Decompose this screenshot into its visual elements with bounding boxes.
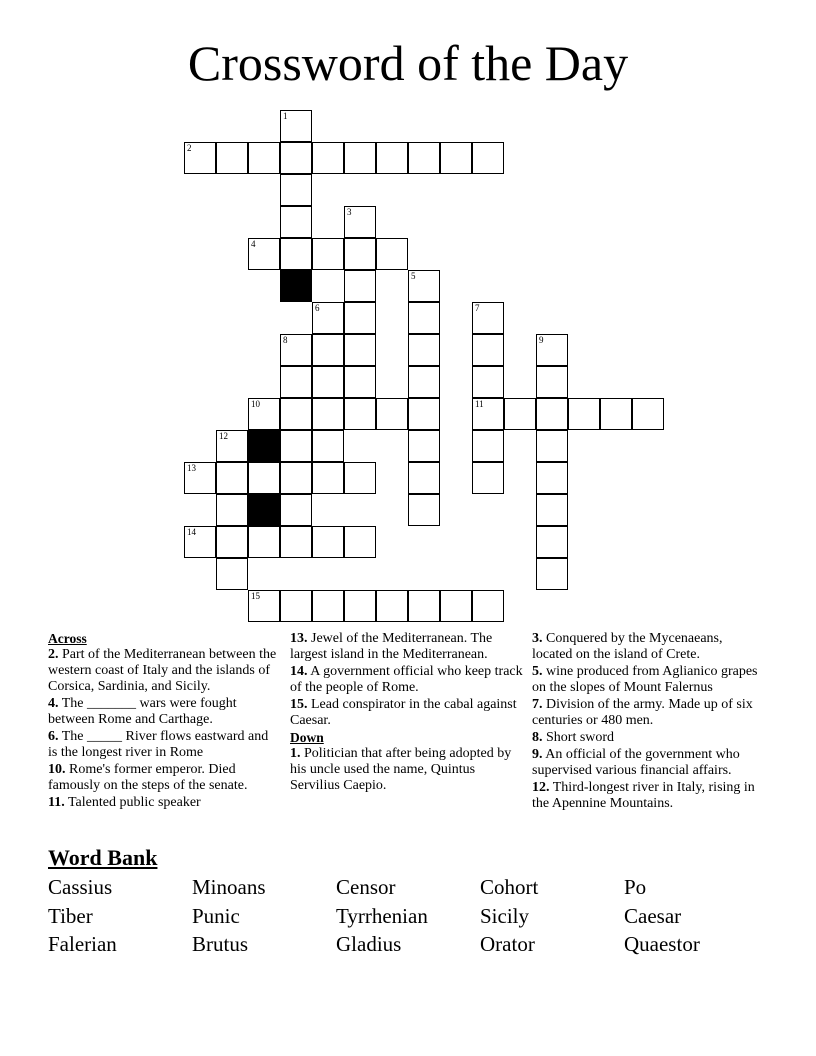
crossword-cell[interactable] — [312, 462, 344, 494]
clue-number: 3 — [347, 207, 352, 217]
crossword-cell[interactable] — [216, 558, 248, 590]
crossword-cell[interactable] — [600, 398, 632, 430]
clue-item — [48, 762, 280, 794]
crossword-cell[interactable] — [408, 494, 440, 526]
crossword-cell[interactable] — [472, 430, 504, 462]
crossword-cell[interactable] — [472, 462, 504, 494]
clue-item — [532, 730, 762, 746]
crossword-cell[interactable] — [280, 110, 312, 142]
clue-number: 9 — [539, 335, 544, 345]
crossword-cell[interactable] — [472, 590, 504, 622]
crossword-cell[interactable] — [344, 590, 376, 622]
crossword-cell[interactable] — [280, 398, 312, 430]
clue-number: 15. — [290, 697, 308, 712]
crossword-cell[interactable] — [408, 366, 440, 398]
clue-text: wine produced from Aglianico grapes on the slopes of Mount Falernus — [532, 664, 758, 695]
crossword-cell[interactable] — [216, 430, 248, 462]
crossword-cell[interactable] — [344, 398, 376, 430]
word-bank-word: Caesar — [624, 904, 682, 928]
crossword-cell[interactable] — [312, 366, 344, 398]
crossword-cell[interactable] — [472, 398, 504, 430]
clue-item — [290, 631, 526, 663]
clue-number: 7. — [532, 697, 543, 712]
crossword-black-cell — [248, 430, 280, 462]
crossword-cell[interactable] — [536, 334, 568, 366]
crossword-cell[interactable] — [408, 462, 440, 494]
crossword-cell[interactable] — [248, 590, 280, 622]
clue-text: Conquered by the Mycenaeans, located on the island of Crete. — [532, 631, 723, 662]
word-bank-word: Punic — [192, 904, 240, 928]
clue-number: 5. — [532, 664, 543, 679]
crossword-cell[interactable] — [280, 238, 312, 270]
clue-text: Politician that after being adopted by his uncle used the name, Quintus Servilius Caepio. — [290, 746, 512, 793]
crossword-cell[interactable] — [344, 270, 376, 302]
crossword-black-cell — [280, 270, 312, 302]
clue-number: 6. — [48, 729, 59, 744]
crossword-cell[interactable] — [344, 462, 376, 494]
crossword-cell[interactable] — [216, 494, 248, 526]
crossword-cell[interactable] — [504, 398, 536, 430]
clue-number: 1. — [290, 746, 301, 761]
clue-text: Lead conspirator in the cabal against Caesar. — [290, 697, 517, 728]
clues-column-3 — [532, 631, 762, 813]
crossword-cell[interactable] — [440, 590, 472, 622]
clue-text: Part of the Mediterranean between the western coast of Italy and the islands of Corsica, Sardinia, and Sicily. — [48, 647, 277, 694]
clue-number: 10 — [251, 399, 260, 409]
crossword-cell[interactable] — [216, 142, 248, 174]
clue-number: 15 — [251, 591, 260, 601]
clue-number: 11. — [48, 795, 65, 810]
crossword-cell[interactable] — [280, 590, 312, 622]
word-bank-word: Gladius — [336, 932, 402, 956]
word-bank-word: Quaestor — [624, 932, 700, 956]
word-bank-word: Brutus — [192, 932, 249, 956]
word-bank-word: Po — [624, 875, 647, 899]
word-bank-word: Censor — [336, 875, 396, 899]
crossword-cell[interactable] — [312, 302, 344, 334]
crossword-cell[interactable] — [312, 238, 344, 270]
crossword-cell[interactable] — [248, 142, 280, 174]
clue-item — [532, 664, 762, 696]
crossword-cell[interactable] — [312, 590, 344, 622]
clue-number: 4. — [48, 696, 59, 711]
crossword-cell[interactable] — [248, 398, 280, 430]
clue-text: A government official who keep track of the people of Rome. — [290, 664, 523, 695]
clue-number: 6 — [315, 303, 320, 313]
word-bank-word: Tyrrhenian — [336, 904, 428, 928]
crossword-cell[interactable] — [376, 238, 408, 270]
clue-item — [290, 697, 526, 729]
clue-text: Third-longest river in Italy, rising in the Apennine Mountains. — [532, 780, 755, 811]
crossword-cell[interactable] — [408, 590, 440, 622]
clue-number: 1 — [283, 111, 288, 121]
clue-item — [48, 647, 280, 695]
word-bank-word: Tiber — [48, 904, 93, 928]
crossword-cell[interactable] — [280, 334, 312, 366]
crossword-cell[interactable] — [536, 558, 568, 590]
clue-number: 14 — [187, 527, 196, 537]
clue-number: 10. — [48, 762, 66, 777]
clue-text: The _______ wars were fought between Rome and Carthage. — [48, 696, 237, 727]
clue-number: 4 — [251, 239, 256, 249]
clue-item — [532, 631, 762, 663]
crossword-cell[interactable] — [344, 206, 376, 238]
crossword-cell[interactable] — [536, 462, 568, 494]
crossword-cell[interactable] — [344, 366, 376, 398]
crossword-cell[interactable] — [536, 430, 568, 462]
clue-number: 12. — [532, 780, 550, 795]
clue-number: 12 — [219, 431, 228, 441]
word-bank-word: Cohort — [480, 875, 539, 899]
crossword-cell[interactable] — [376, 142, 408, 174]
crossword-cell[interactable] — [536, 398, 568, 430]
clue-number: 7 — [475, 303, 480, 313]
crossword-cell[interactable] — [312, 526, 344, 558]
crossword-cell[interactable] — [472, 142, 504, 174]
clue-text: An official of the government who supervised various financial affairs. — [532, 747, 740, 778]
crossword-cell[interactable] — [376, 398, 408, 430]
crossword-cell[interactable] — [280, 494, 312, 526]
crossword-cell[interactable] — [632, 398, 664, 430]
crossword-cell[interactable] — [408, 270, 440, 302]
crossword-cell[interactable] — [472, 302, 504, 334]
page-title: Crossword of the Day — [187, 35, 629, 91]
crossword-cell[interactable] — [280, 430, 312, 462]
crossword-cell[interactable] — [312, 430, 344, 462]
clue-text: Talented public speaker — [64, 795, 201, 810]
clue-number: 2 — [187, 143, 192, 153]
crossword-cell[interactable] — [408, 334, 440, 366]
crossword-cell[interactable] — [440, 142, 472, 174]
down-heading: Down — [290, 730, 324, 745]
word-bank-word: Falerian — [48, 932, 117, 956]
clue-number: 14. — [290, 664, 308, 679]
crossword-cell[interactable] — [184, 526, 216, 558]
clue-item — [48, 795, 280, 811]
crossword-cell[interactable] — [280, 462, 312, 494]
across-heading: Across — [48, 631, 87, 646]
clue-number: 8 — [283, 335, 288, 345]
clue-number: 2. — [48, 647, 59, 662]
crossword-cell[interactable] — [248, 526, 280, 558]
crossword-cell[interactable] — [408, 302, 440, 334]
clues-column-1 — [48, 631, 280, 812]
crossword-cell[interactable] — [408, 430, 440, 462]
clue-text: Rome's former emperor. Died famously on the steps of the senate. — [48, 762, 248, 793]
clue-number: 13 — [187, 463, 196, 473]
word-bank-word: Orator — [480, 932, 535, 956]
crossword-cell[interactable] — [280, 142, 312, 174]
crossword-cell[interactable] — [216, 526, 248, 558]
crossword-cell[interactable] — [312, 334, 344, 366]
crossword-cell[interactable] — [344, 238, 376, 270]
crossword-cell[interactable] — [184, 462, 216, 494]
crossword-cell[interactable] — [312, 398, 344, 430]
crossword-cell[interactable] — [312, 142, 344, 174]
clue-text: Short sword — [542, 730, 615, 745]
crossword-cell[interactable] — [344, 526, 376, 558]
word-bank-title: Word Bank — [48, 845, 158, 870]
crossword-cell[interactable] — [280, 206, 312, 238]
crossword-black-cell — [248, 494, 280, 526]
word-bank-word: Minoans — [192, 875, 266, 899]
clue-number: 11 — [475, 399, 484, 409]
crossword-cell[interactable] — [280, 366, 312, 398]
crossword-cell[interactable] — [472, 366, 504, 398]
crossword-cell[interactable] — [184, 142, 216, 174]
clue-item — [290, 664, 526, 696]
clue-item — [48, 696, 280, 728]
clue-number: 5 — [411, 271, 416, 281]
clue-text: Jewel of the Mediterranean. The largest island in the Mediterranean. — [290, 631, 493, 662]
crossword-cell[interactable] — [344, 302, 376, 334]
clue-number: 3. — [532, 631, 543, 646]
clue-item — [532, 780, 762, 812]
clue-text: Division of the army. Made up of six centuries or 480 men. — [532, 697, 753, 728]
clue-item — [532, 697, 762, 729]
clue-item — [48, 729, 280, 761]
clue-item — [532, 747, 762, 779]
crossword-cell[interactable] — [248, 462, 280, 494]
clue-text: The _____ River flows eastward and is the longest river in Rome — [48, 729, 269, 760]
clue-item — [290, 746, 526, 794]
crossword-cell[interactable] — [216, 462, 248, 494]
crossword-cell[interactable] — [248, 238, 280, 270]
crossword-cell[interactable] — [344, 334, 376, 366]
crossword-cell[interactable] — [408, 398, 440, 430]
word-bank-word: Cassius — [48, 875, 113, 899]
crossword-cell[interactable] — [280, 526, 312, 558]
crossword-cell[interactable] — [280, 174, 312, 206]
crossword-cell[interactable] — [536, 494, 568, 526]
clue-number: 13. — [290, 631, 308, 646]
word-bank-word: Sicily — [480, 904, 530, 928]
clue-number: 8. — [532, 730, 543, 745]
crossword-cell[interactable] — [568, 398, 600, 430]
crossword-cell[interactable] — [376, 590, 408, 622]
crossword-cell[interactable] — [408, 142, 440, 174]
crossword-cell[interactable] — [536, 526, 568, 558]
crossword-cell[interactable] — [472, 334, 504, 366]
crossword-cell[interactable] — [536, 366, 568, 398]
clues-column-2 — [290, 631, 526, 795]
crossword-cell[interactable] — [344, 142, 376, 174]
clue-number: 9. — [532, 747, 543, 762]
